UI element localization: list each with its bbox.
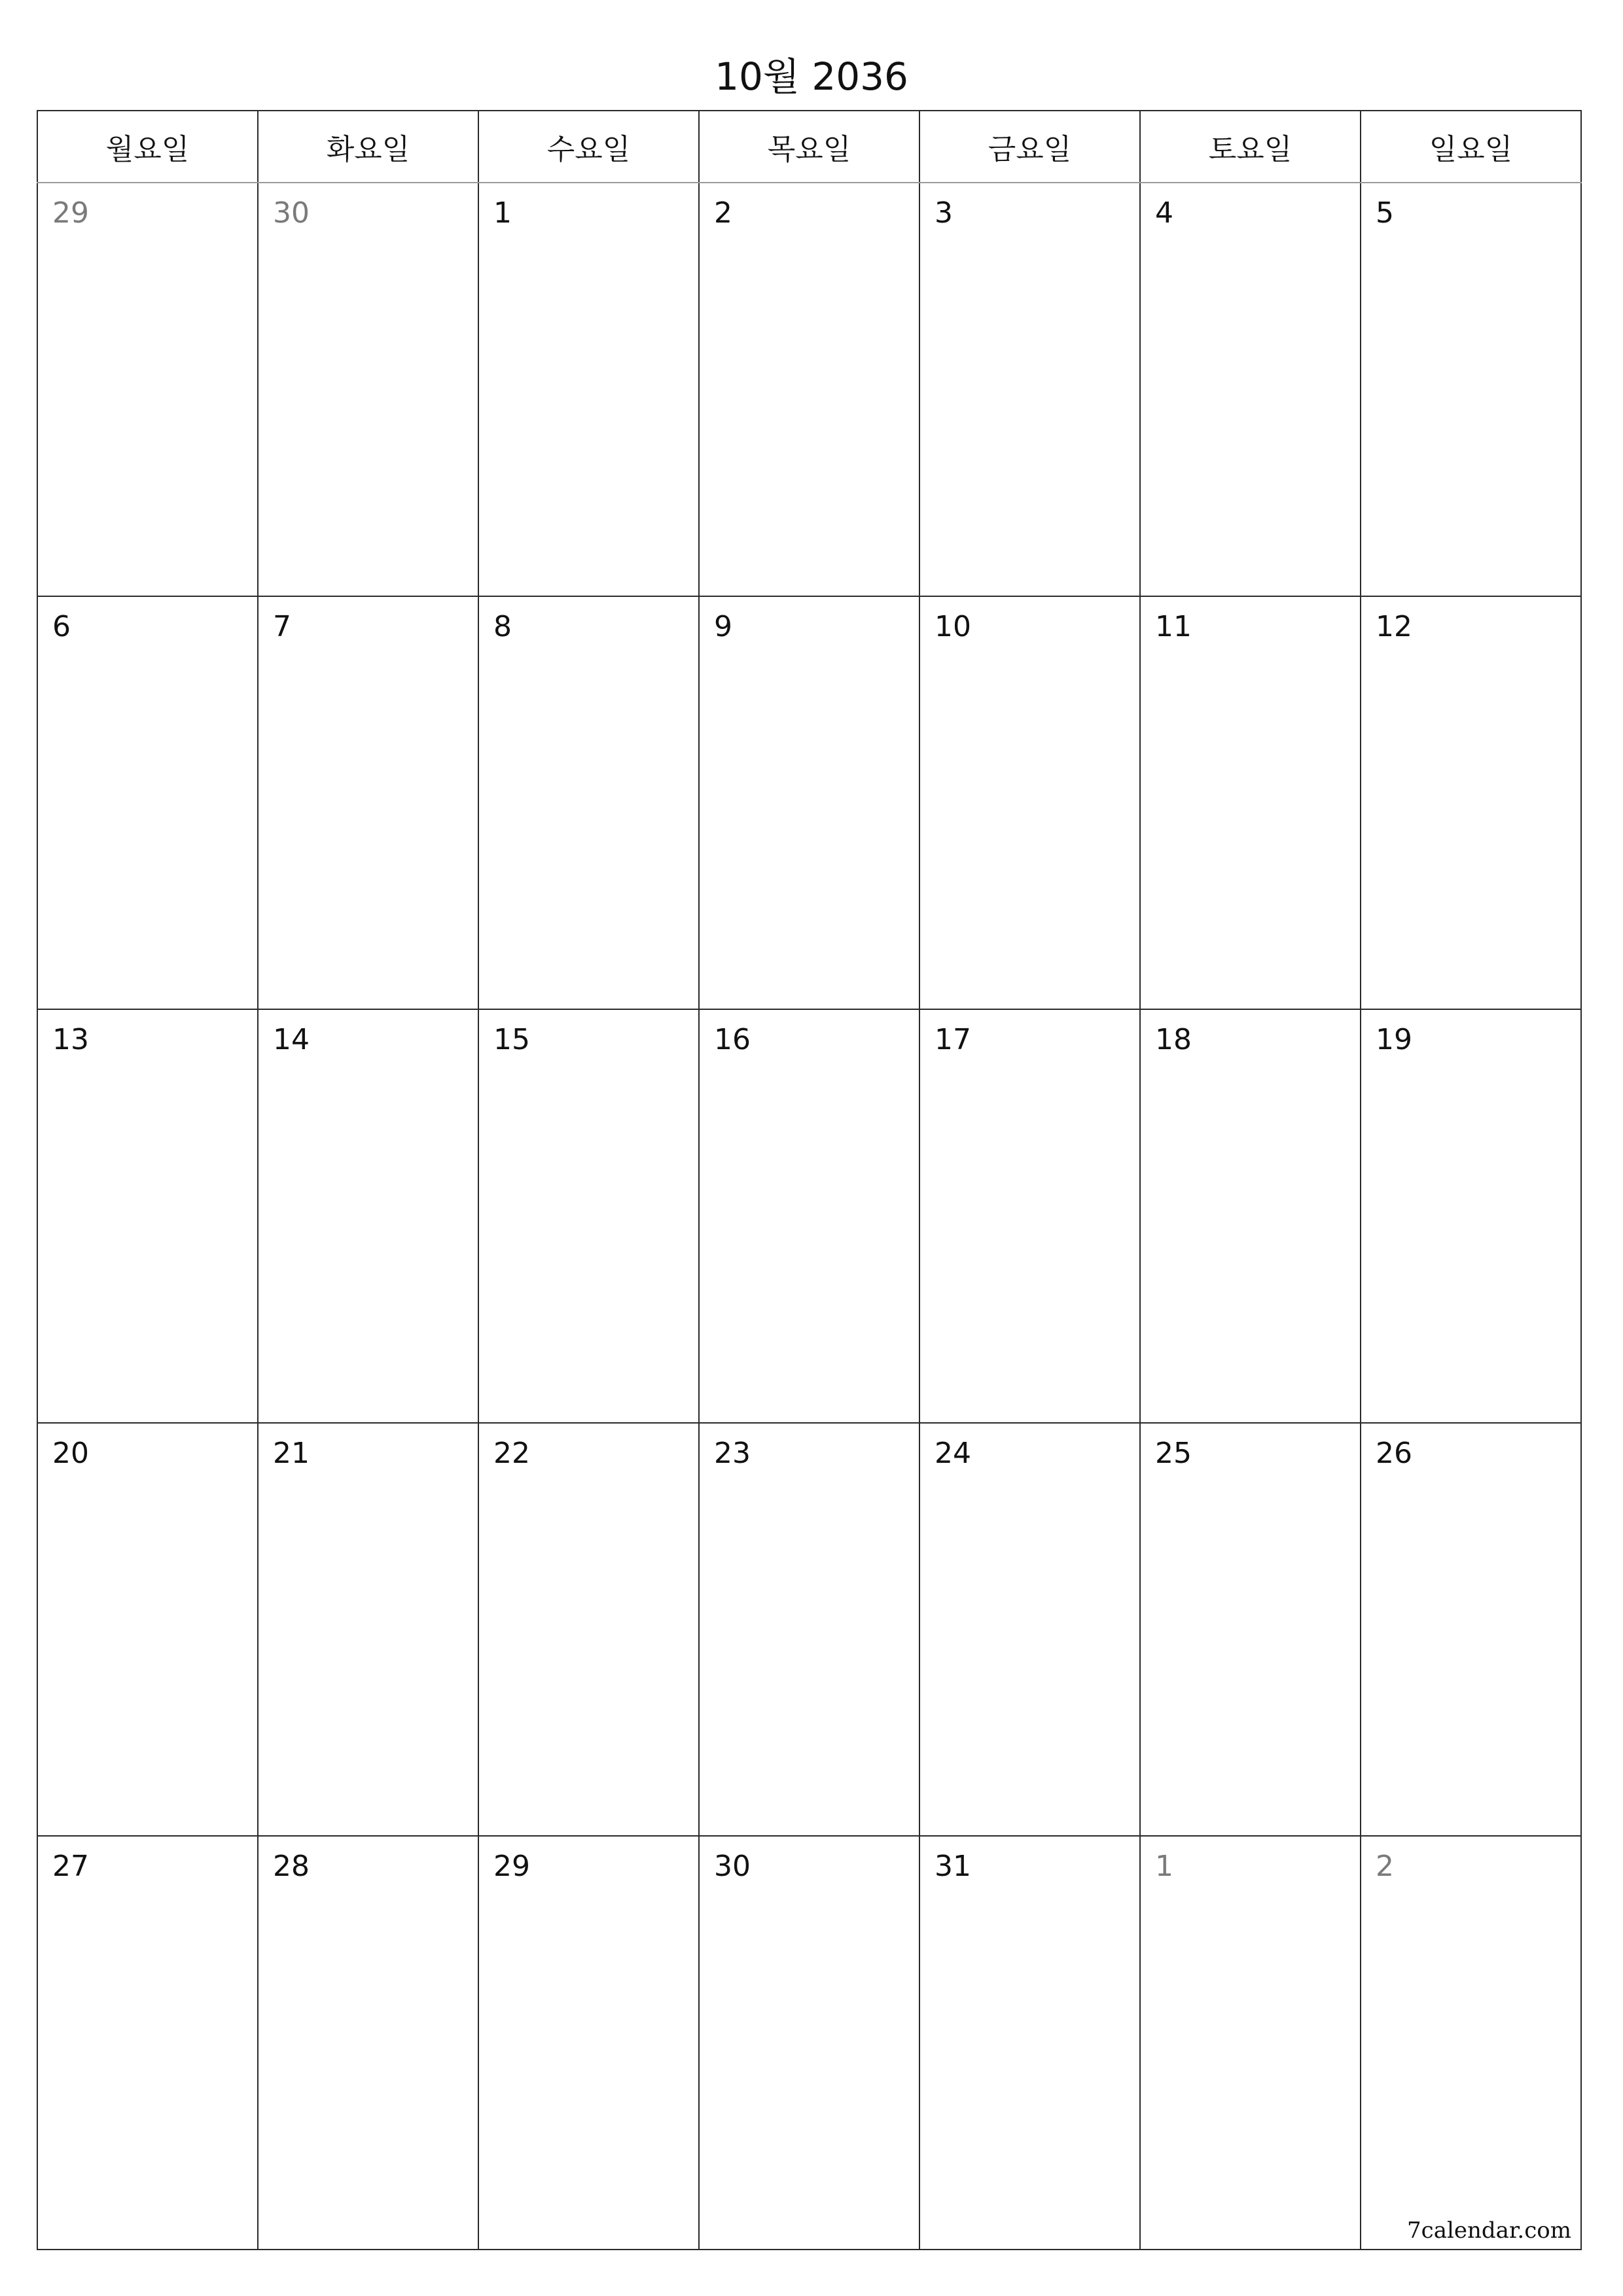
week-row [37,183,1581,596]
day-cell [478,1423,699,1837]
day-cell [919,1836,1140,2250]
day-cell [699,1009,919,1423]
day-cell [699,1423,919,1837]
day-number: 2 [1376,1850,1394,1884]
weekday-header: 화요일 [258,111,478,183]
day-cell [258,596,478,1010]
day-number: 27 [52,1850,89,1884]
day-cell [1140,183,1361,596]
day-number: 6 [52,609,71,643]
day-number: 28 [273,1850,310,1884]
week-row [37,1836,1581,2250]
weekday-header: 목요일 [699,111,919,183]
weekday-header: 수요일 [478,111,699,183]
day-number: 19 [1376,1023,1412,1057]
day-number: 8 [493,609,512,643]
day-cell [1361,1009,1581,1423]
day-cell [478,183,699,596]
day-number: 21 [273,1436,310,1470]
day-number: 16 [714,1023,751,1057]
day-cell [1361,1836,1581,2250]
weekday-header: 일요일 [1361,111,1581,183]
weekday-header: 월요일 [37,111,258,183]
weekday-header: 금요일 [919,111,1140,183]
day-cell [1140,1423,1361,1837]
day-number: 12 [1376,609,1412,643]
week-row [37,596,1581,1010]
day-number: 30 [714,1850,751,1884]
day-number: 14 [273,1023,310,1057]
day-number: 10 [935,609,971,643]
day-number: 29 [493,1850,530,1884]
day-cell [37,1836,258,2250]
weekday-header-row [37,111,1581,183]
day-cell [919,1423,1140,1837]
watermark: 7calendar.com [1407,2217,1571,2244]
day-cell [1361,183,1581,596]
day-cell [699,1836,919,2250]
day-number: 3 [935,196,953,230]
day-cell [478,596,699,1010]
day-number: 31 [935,1850,971,1884]
day-cell [1140,1009,1361,1423]
weekday-header: 토요일 [1140,111,1361,183]
day-cell [919,1009,1140,1423]
day-cell [258,183,478,596]
day-number: 1 [493,196,512,230]
day-number: 23 [714,1436,751,1470]
day-number: 18 [1155,1023,1192,1057]
day-cell [37,1423,258,1837]
day-cell [1361,596,1581,1010]
day-number: 29 [52,196,89,230]
month-grid [37,110,1582,2250]
day-number: 15 [493,1023,530,1057]
page-title: 10월 2036 [715,54,908,99]
day-cell [1140,1836,1361,2250]
day-number: 26 [1376,1436,1412,1470]
day-number: 25 [1155,1436,1192,1470]
day-cell [478,1836,699,2250]
day-cell [37,596,258,1010]
day-cell [37,183,258,596]
day-cell [1361,1423,1581,1837]
day-number: 20 [52,1436,89,1470]
day-cell [1140,596,1361,1010]
day-number: 9 [714,609,732,643]
day-cell [919,183,1140,596]
day-number: 1 [1155,1850,1173,1884]
day-cell [478,1009,699,1423]
day-number: 4 [1155,196,1173,230]
day-cell [37,1009,258,1423]
day-number: 2 [714,196,732,230]
day-number: 11 [1155,609,1192,643]
day-cell [258,1423,478,1837]
day-number: 17 [935,1023,971,1057]
day-number: 7 [273,609,291,643]
day-cell [258,1836,478,2250]
day-number: 30 [273,196,310,230]
week-row [37,1423,1581,1837]
week-row [37,1009,1581,1423]
day-number: 13 [52,1023,89,1057]
day-number: 5 [1376,196,1394,230]
day-cell [919,596,1140,1010]
day-number: 24 [935,1436,971,1470]
day-cell [699,596,919,1010]
day-number: 22 [493,1436,530,1470]
day-cell [699,183,919,596]
day-cell [258,1009,478,1423]
